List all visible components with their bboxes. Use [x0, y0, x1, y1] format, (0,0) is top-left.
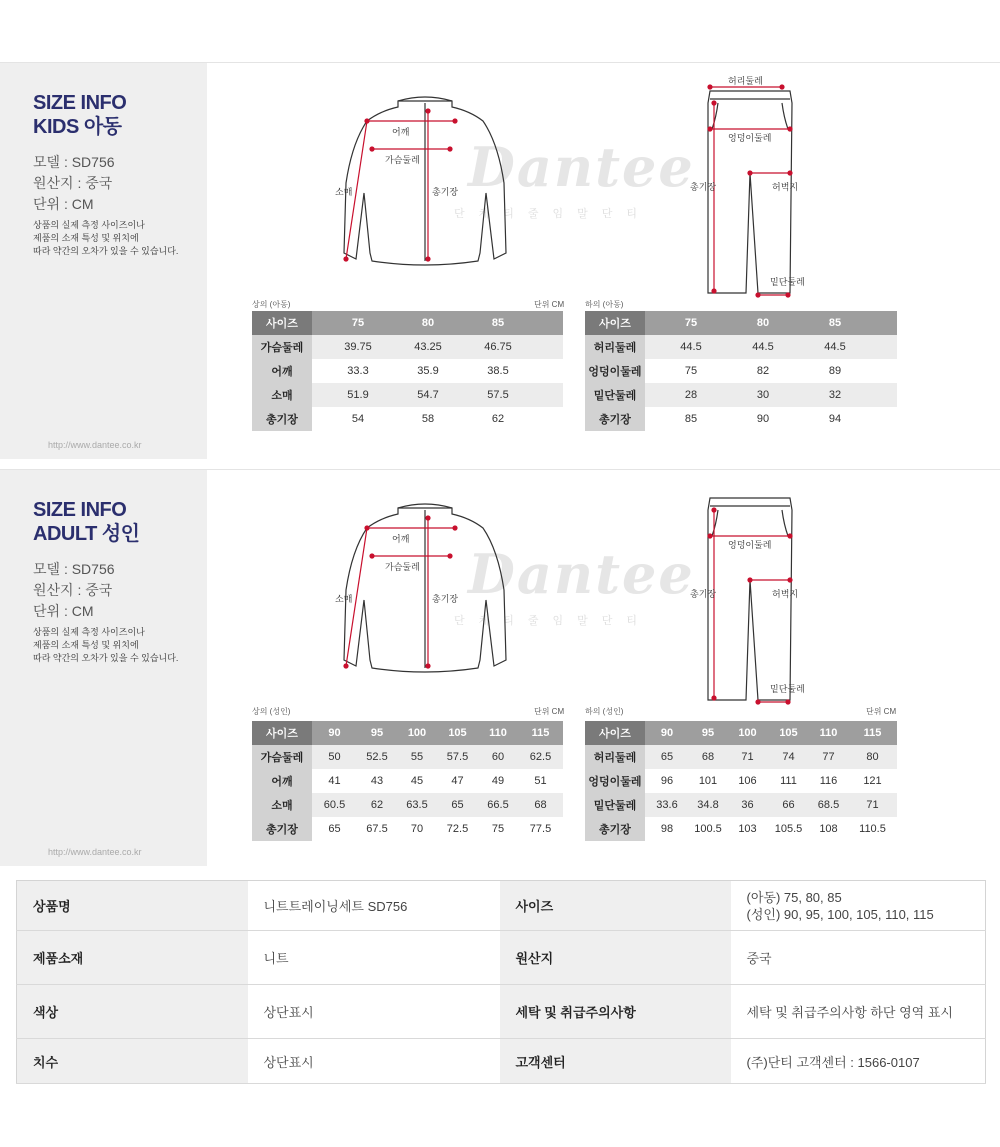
- dimension-label: 치수: [17, 1039, 248, 1084]
- kids-bottom-table: [585, 311, 897, 431]
- site-url: http://www.dantee.co.kr: [48, 847, 142, 857]
- model-text: 모델 : SD756: [33, 561, 115, 577]
- kids-top-table: [252, 311, 563, 431]
- dimension-value: 상단표시: [248, 1039, 500, 1084]
- table-row: [17, 985, 986, 1039]
- kids-title: SIZE INFO KIDS 아동: [33, 92, 127, 138]
- product-info-table: [16, 880, 986, 1084]
- table-row: 사이즈 90 95 100 105 110 115: [252, 721, 563, 745]
- origin-text: 원산지 : 중국: [33, 175, 113, 191]
- origin-value: 중국: [731, 931, 986, 985]
- care-value: 세탁 및 취급주의사항 하단 영역 표시: [731, 985, 986, 1039]
- table-row: 사이즈 90 95 100 105 110 115: [585, 721, 897, 745]
- color-label: 색상: [17, 985, 248, 1039]
- label-length: 총기장: [432, 594, 459, 604]
- material-value: 니트: [248, 931, 500, 985]
- table-row: 사이즈 75 80 85: [585, 311, 897, 335]
- size-value: (아동) 75, 80, 85 (성인) 90, 95, 100, 105, 110, 115: [731, 881, 986, 931]
- table-row: 가슴둘레 50 52.5 55 57.5 60 62.5: [252, 745, 563, 769]
- origin-text: 원산지 : 중국: [33, 582, 113, 598]
- label-shoulder: 어깨: [392, 127, 410, 137]
- table-row: 밑단둘레 33.6 34.8 36 66 68.5 71: [585, 793, 897, 817]
- garment-illustration: [240, 63, 1000, 298]
- top-caption: 상의 (성인): [252, 707, 291, 716]
- customer-center-label: 고객센터: [500, 1039, 731, 1084]
- table-row: 총기장 54 58 62: [252, 407, 563, 431]
- watermark-sub: 단체티줄임말단티: [454, 615, 652, 627]
- label-hem: 밑단둘레: [770, 684, 805, 694]
- kids-sidebar: [0, 63, 207, 459]
- label-shoulder: 어깨: [392, 534, 410, 544]
- adult-bottom-table: [585, 721, 897, 841]
- product-name-label: 상품명: [17, 881, 248, 931]
- table-row: 엉덩이둘레 75 82 89: [585, 359, 897, 383]
- table-row: 소매 60.5 62 63.5 65 66.5 68: [252, 793, 563, 817]
- table-row: 밑단둘레 28 30 32: [585, 383, 897, 407]
- label-length: 총기장: [432, 187, 459, 197]
- label-chest: 가슴둘레: [385, 155, 420, 165]
- label-chest: 가슴둘레: [385, 562, 420, 572]
- watermark-logo: Dantee: [468, 135, 695, 199]
- label-waist: 허리둘레: [728, 76, 763, 86]
- kids-note: 상품의 실제 측정 사이즈이나 제품의 소재 특성 및 위치에 따라 약간의 오차가 있을 수 있습니다.: [33, 220, 179, 256]
- adult-size-section: [0, 469, 1000, 866]
- adult-note: 상품의 실제 측정 사이즈이나 제품의 소재 특성 및 위치에 따라 약간의 오차가 있을 수 있습니다.: [33, 627, 179, 663]
- table-row: [17, 881, 986, 931]
- table-row: 사이즈 75 80 85: [252, 311, 563, 335]
- bottom-unit: 단위 CM: [866, 707, 897, 716]
- table-row: 허리둘레 44.5 44.5 44.5: [585, 335, 897, 359]
- top-unit: 단위 CM: [534, 707, 565, 716]
- size-label: 사이즈: [500, 881, 731, 931]
- table-row: 허리둘레 65 68 71 74 77 80: [585, 745, 897, 769]
- adult-meta: [33, 559, 115, 622]
- kids-diagram: [240, 63, 1000, 298]
- label-thigh: 허벅지: [772, 589, 799, 599]
- table-row: 총기장 65 67.5 70 72.5 75 77.5: [252, 817, 563, 841]
- label-thigh: 허벅지: [772, 182, 799, 192]
- adult-title: SIZE INFO ADULT 성인: [33, 499, 140, 545]
- material-label: 제품소재: [17, 931, 248, 985]
- top-caption: 상의 (아동): [252, 300, 291, 309]
- table-row: [17, 1039, 986, 1084]
- adult-top-table: [252, 721, 563, 841]
- unit-text: 단위 : CM: [33, 196, 94, 212]
- label-sleeve: 소매: [335, 594, 353, 604]
- watermark-logo: Dantee: [468, 542, 695, 606]
- garment-illustration: [240, 470, 1000, 705]
- watermark-sub: 단체티줄임말단티: [454, 208, 652, 220]
- table-row: [17, 931, 986, 985]
- product-name-value: 니트트레이닝세트 SD756: [248, 881, 500, 931]
- table-row: 가슴둘레 39.75 43.25 46.75: [252, 335, 563, 359]
- bottom-caption: 하의 (아동): [585, 300, 624, 309]
- color-value: 상단표시: [248, 985, 500, 1039]
- label-hip: 엉덩이둘레: [728, 133, 772, 143]
- adult-sidebar: [0, 470, 207, 866]
- kids-size-section: [0, 62, 1000, 459]
- table-row: 어깨 33.3 35.9 38.5: [252, 359, 563, 383]
- bottom-caption: 하의 (성인): [585, 707, 624, 716]
- label-sleeve: 소매: [335, 187, 353, 197]
- customer-center-value: (주)단티 고객센터 : 1566-0107: [731, 1039, 986, 1084]
- care-label: 세탁 및 취급주의사항: [500, 985, 731, 1039]
- top-unit: 단위 CM: [534, 300, 565, 309]
- table-row: 총기장 85 90 94: [585, 407, 897, 431]
- model-text: 모델 : SD756: [33, 154, 115, 170]
- table-row: 엉덩이둘레 96 101 106 111 116 121: [585, 769, 897, 793]
- origin-label: 원산지: [500, 931, 731, 985]
- label-hem: 밑단둘레: [770, 277, 805, 287]
- table-row: 총기장 98 100.5 103 105.5 108 110.5: [585, 817, 897, 841]
- table-row: 소매 51.9 54.7 57.5: [252, 383, 563, 407]
- label-pants-length: 총기장: [690, 182, 717, 192]
- label-pants-length: 총기장: [690, 589, 717, 599]
- kids-meta: [33, 152, 115, 215]
- unit-text: 단위 : CM: [33, 603, 94, 619]
- adult-diagram: [240, 470, 1000, 705]
- site-url: http://www.dantee.co.kr: [48, 440, 142, 450]
- table-row: 어깨 41 43 45 47 49 51: [252, 769, 563, 793]
- label-hip: 엉덩이둘레: [728, 540, 772, 550]
